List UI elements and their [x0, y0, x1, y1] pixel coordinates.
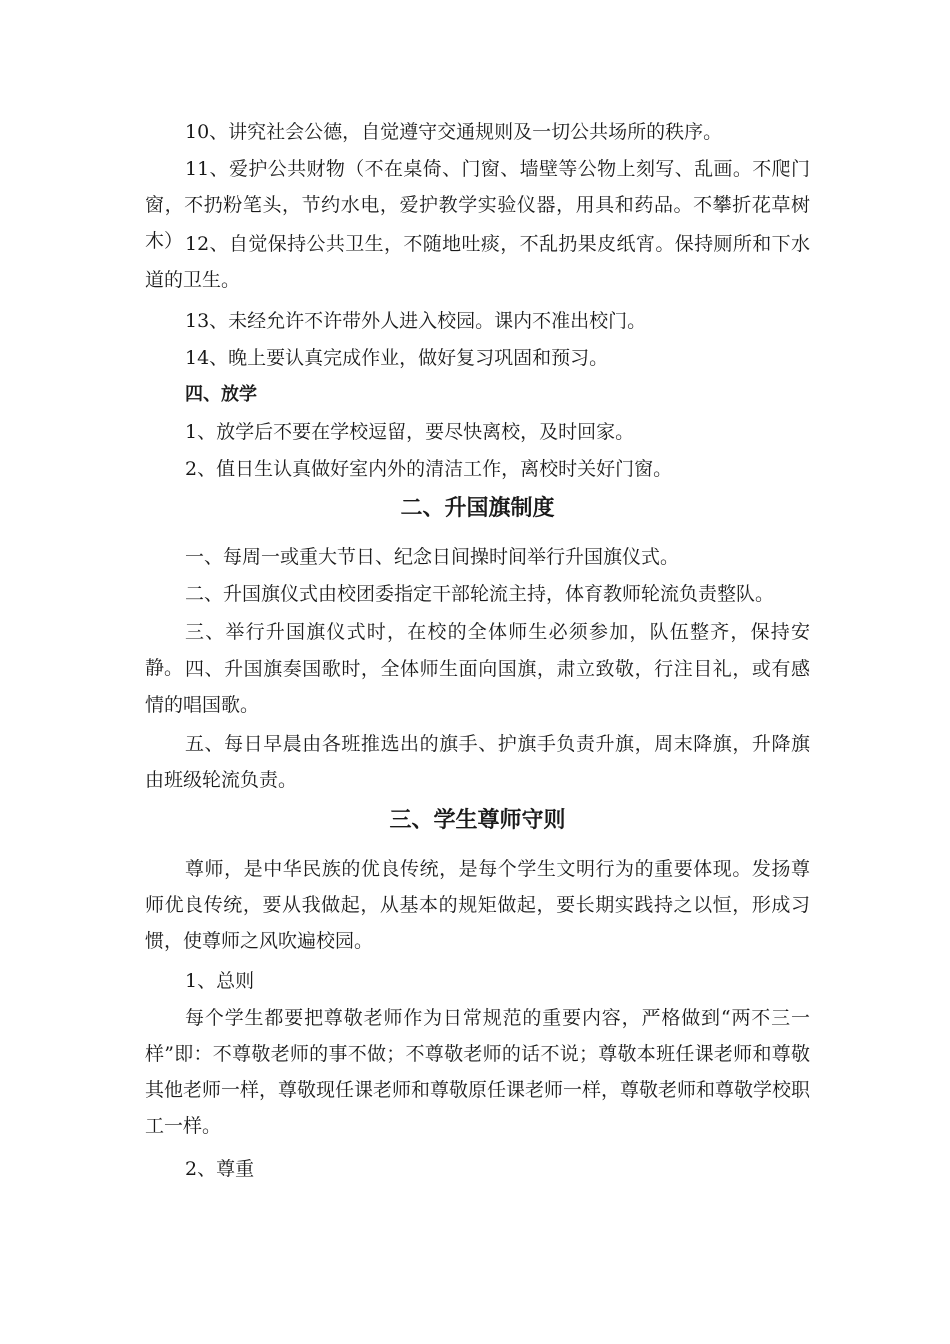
dismissal-item-1: 1、放学后不要在学校逗留，要尽快离校，及时回家。 — [185, 421, 635, 443]
rule-item-10: 10、讲究社会公德，自觉遵守交通规则及一切公共场所的秩序。 — [185, 121, 723, 143]
respect-section-title: 三、学生尊师守则 — [389, 808, 566, 833]
flag-section-title: 二、升国旗制度 — [400, 496, 555, 521]
respect-subheading-respect: 2、尊重 — [185, 1158, 255, 1180]
dismissal-item-2: 2、值日生认真做好室内外的清洁工作，离校时关好门窗。 — [185, 458, 673, 480]
rule-item-13: 13、未经允许不许带外人进入校园。课内不准出校门。 — [185, 310, 647, 332]
rule-item-14: 14、晚上要认真完成作业，做好复习巩固和预习。 — [185, 347, 609, 369]
respect-subheading-general: 1、总则 — [185, 970, 255, 992]
section-dismissal-title: 四、放学 — [185, 384, 257, 405]
flag-item-1: 一、每周一或重大节日、纪念日间操时间举行升国旗仪式。 — [185, 546, 680, 568]
rule-item-12: 12、自觉保持公共卫生，不随地吐痰，不乱扔果皮纸宵。保持厕所和下水道的卫生。 — [145, 233, 810, 291]
respect-intro: 尊师，是中华民族的优良传统，是每个学生文明行为的重要体现。发扬尊师优良传统，要从我做起，从基本的规矩做起，要长期实践持之以恒，形成习惯，使尊师之风吹遍校园。 — [145, 858, 810, 952]
respect-general-text: 每个学生都要把尊敬老师作为日常规范的重要内容，严格做到“两不三一样”即：不尊敬老师的事不做；不尊敬老师的话不说；尊敬本班任课老师和尊敬其他老师一样，尊敬现任课老师和尊敬原任课老师一样，尊敬老师和尊敬学校职工一样。 — [145, 1007, 811, 1137]
flag-item-2: 二、升国旗仪式由校团委指定干部轮流主持，体育教师轮流负责整队。 — [185, 583, 775, 605]
rule-item-11: 11、爱护公共财物（不在桌倚、门窗、墙壁等公物上刻写、乱画。不爬门窗，不扔粉笔头，节约水电，爱护教学实验仪器，用具和药品。不攀折花草树木） — [145, 158, 810, 252]
flag-item-4: 四、升国旗奏国歌时，全体师生面向国旗，肃立致敬，行注目礼，或有感情的唱国歌。 — [145, 658, 810, 716]
flag-item-5: 五、每日早晨由各班推选出的旗手、护旗手负责升旗，周末降旗，升降旗由班级轮流负责。 — [145, 733, 810, 791]
flag-item-3: 三、举行升国旗仪式时，在校的全体师生必须参加，队伍整齐，保持安静。 — [145, 621, 810, 679]
